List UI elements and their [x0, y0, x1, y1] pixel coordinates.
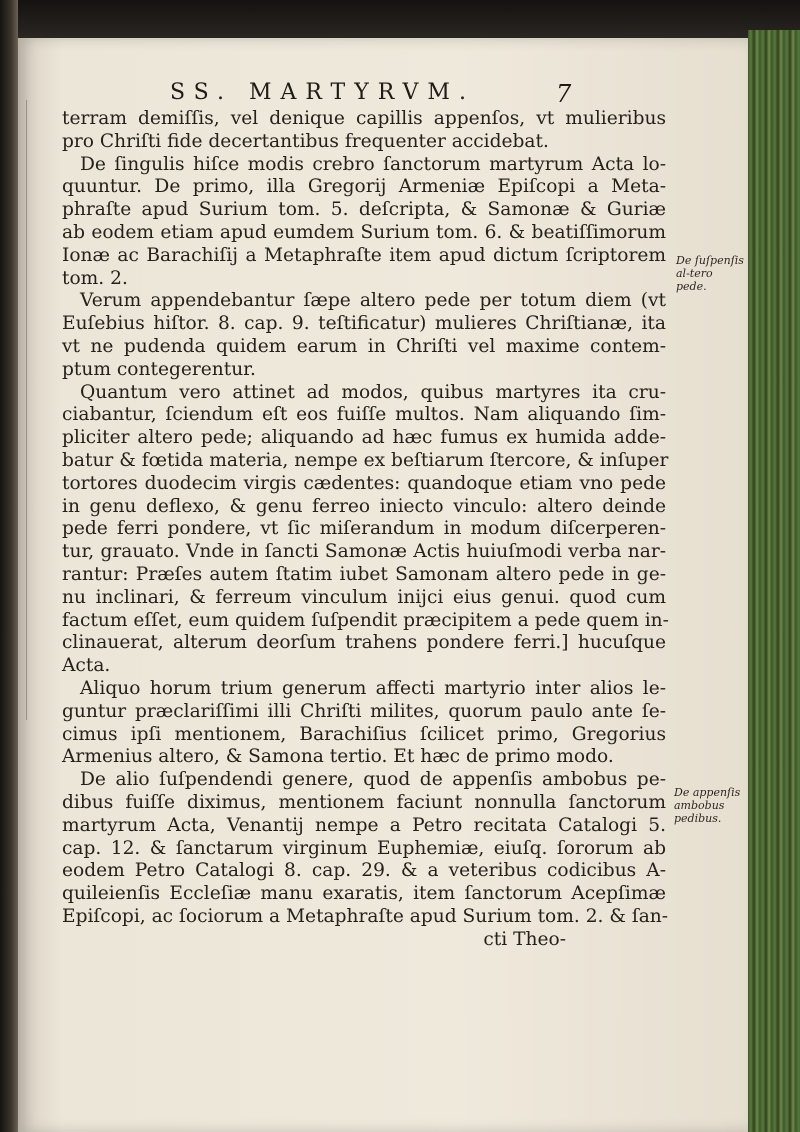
text-line: pro Chriſti fide decertantibus frequenter accidebat.	[62, 130, 549, 152]
page-number: 7	[556, 80, 572, 108]
text-line: De alio ſuſpendendi genere, quod de appenſis ambobus pe-	[80, 769, 666, 791]
text-line: Verum appendebantur ſæpe altero pede per totum diem (vt	[80, 290, 666, 312]
text-line: in genu deflexo, & genu ferreo iniecto vinculo: altero deinde	[62, 495, 666, 517]
text-line: De ſingulis hiſce modis crebro ſanctorum martyrum Acta lo-	[80, 153, 666, 175]
text-line: tom. 2.	[62, 267, 128, 289]
text-line: tur, grauato. Vnde in ſancti Samonæ Actis huiuſmodi verba nar-	[62, 541, 666, 563]
text-line: Euſebius hiſtor. 8. cap. 9. teſtificatur) mulieres Chriſtianæ, ita	[62, 313, 666, 335]
margin-note: De ſuſpenſis al-tero pede.	[676, 254, 744, 293]
text-line: factum eſſet, eum quidem ſuſpendit præcipitem a pede quem in-	[62, 609, 669, 631]
text-line: Epiſcopi, ac ſociorum a Metaphraſte apud Surium tom. 2. & ſan-	[62, 905, 669, 927]
text-line: dibus fuiſſe diximus, mentionem faciunt nonnulla ſanctorum	[62, 791, 666, 813]
text-line: martyrum Acta, Venantij nempe a Petro recitata Catalogi 5.	[62, 814, 666, 836]
book-top-edge	[18, 0, 800, 38]
text-line: rantur: Præſes autem ſtatim iubet Samonam altero pede in ge-	[62, 563, 666, 585]
text-line: Armenius altero, & Samona tertio. Et hæc de primo modo.	[62, 746, 614, 768]
text-line: tortores duodecim virgis cædentes: quandoque etiam vno pede	[62, 472, 666, 494]
text-line: Quantum vero attinet ad modos, quibus martyres ita cru-	[80, 381, 666, 403]
text-line: phraſte apud Surium tom. 5. deſcripta, & Samonæ & Guriæ	[62, 199, 666, 221]
text-line: terram demiſſis, vel denique capillis appenſos, vt mulieribus	[62, 108, 666, 129]
text-line: cimus ipſi mentionem, Barachiſius ſcilicet primo, Gregorius	[62, 723, 666, 745]
book-spine	[0, 0, 18, 1132]
text-line: quuntur. De primo, illa Gregorij Armeniæ Epiſcopi a Meta-	[62, 176, 666, 198]
text-line: batur & fœtida materia, nempe ex beſtiarum ſtercore, & inſuper	[62, 449, 669, 471]
text-line: Acta.	[62, 655, 111, 677]
body-text	[62, 108, 669, 951]
text-line: cap. 12. & ſanctarum virginum Euphemiæ, eiuſq. ſororum ab	[62, 837, 666, 859]
margin-note: De appenſis ambobus pedibus.	[674, 786, 741, 825]
text-line: ab eodem etiam apud eumdem Surium tom. 6. & beatiſſimorum	[62, 221, 666, 243]
text-line: vt ne pudenda quidem earum in Chriſti vel maxime contem-	[62, 335, 666, 357]
text-line: pliciter altero pede; aliquando ad hæc fumus ex humida adde-	[62, 427, 666, 449]
text-line: cti Theo-	[483, 928, 566, 950]
text-line: pede ferri pondere, vt ſic miſerandum in modum diſcerperen-	[62, 518, 666, 540]
text-line: ciabantur, ſciendum eſt eos fuiſſe multos. Nam aliquando ſim-	[62, 404, 666, 426]
text-line: ptum contegerentur.	[62, 358, 256, 380]
text-line: eodem Petro Catalogi 8. cap. 29. & a veteribus codicibus A-	[62, 860, 666, 882]
page-edge-right	[748, 30, 800, 1132]
text-line: Ionæ ac Barachiſij a Metaphraſte item apud dictum ſcriptorem	[62, 244, 666, 266]
margin-rule	[26, 100, 35, 720]
text-line: Aliquo horum trium generum affecti martyrio inter alios le-	[80, 677, 666, 699]
text-line: nu inclinari, & ferreum vinculum inijci eius genui. quod cum	[62, 586, 666, 608]
running-head: SS. MARTYRVM.	[170, 80, 475, 105]
text-line: quileienſis Eccleſiæ manu exaratis, item ſanctorum Acepſimæ	[62, 883, 666, 905]
text-line: guntur præclariſſimi illi Chriſti milites, quorum paulo ante ſe-	[62, 700, 666, 722]
text-line: clinauerat, alterum deorſum trahens pondere ferri.] hucuſque	[62, 632, 666, 654]
